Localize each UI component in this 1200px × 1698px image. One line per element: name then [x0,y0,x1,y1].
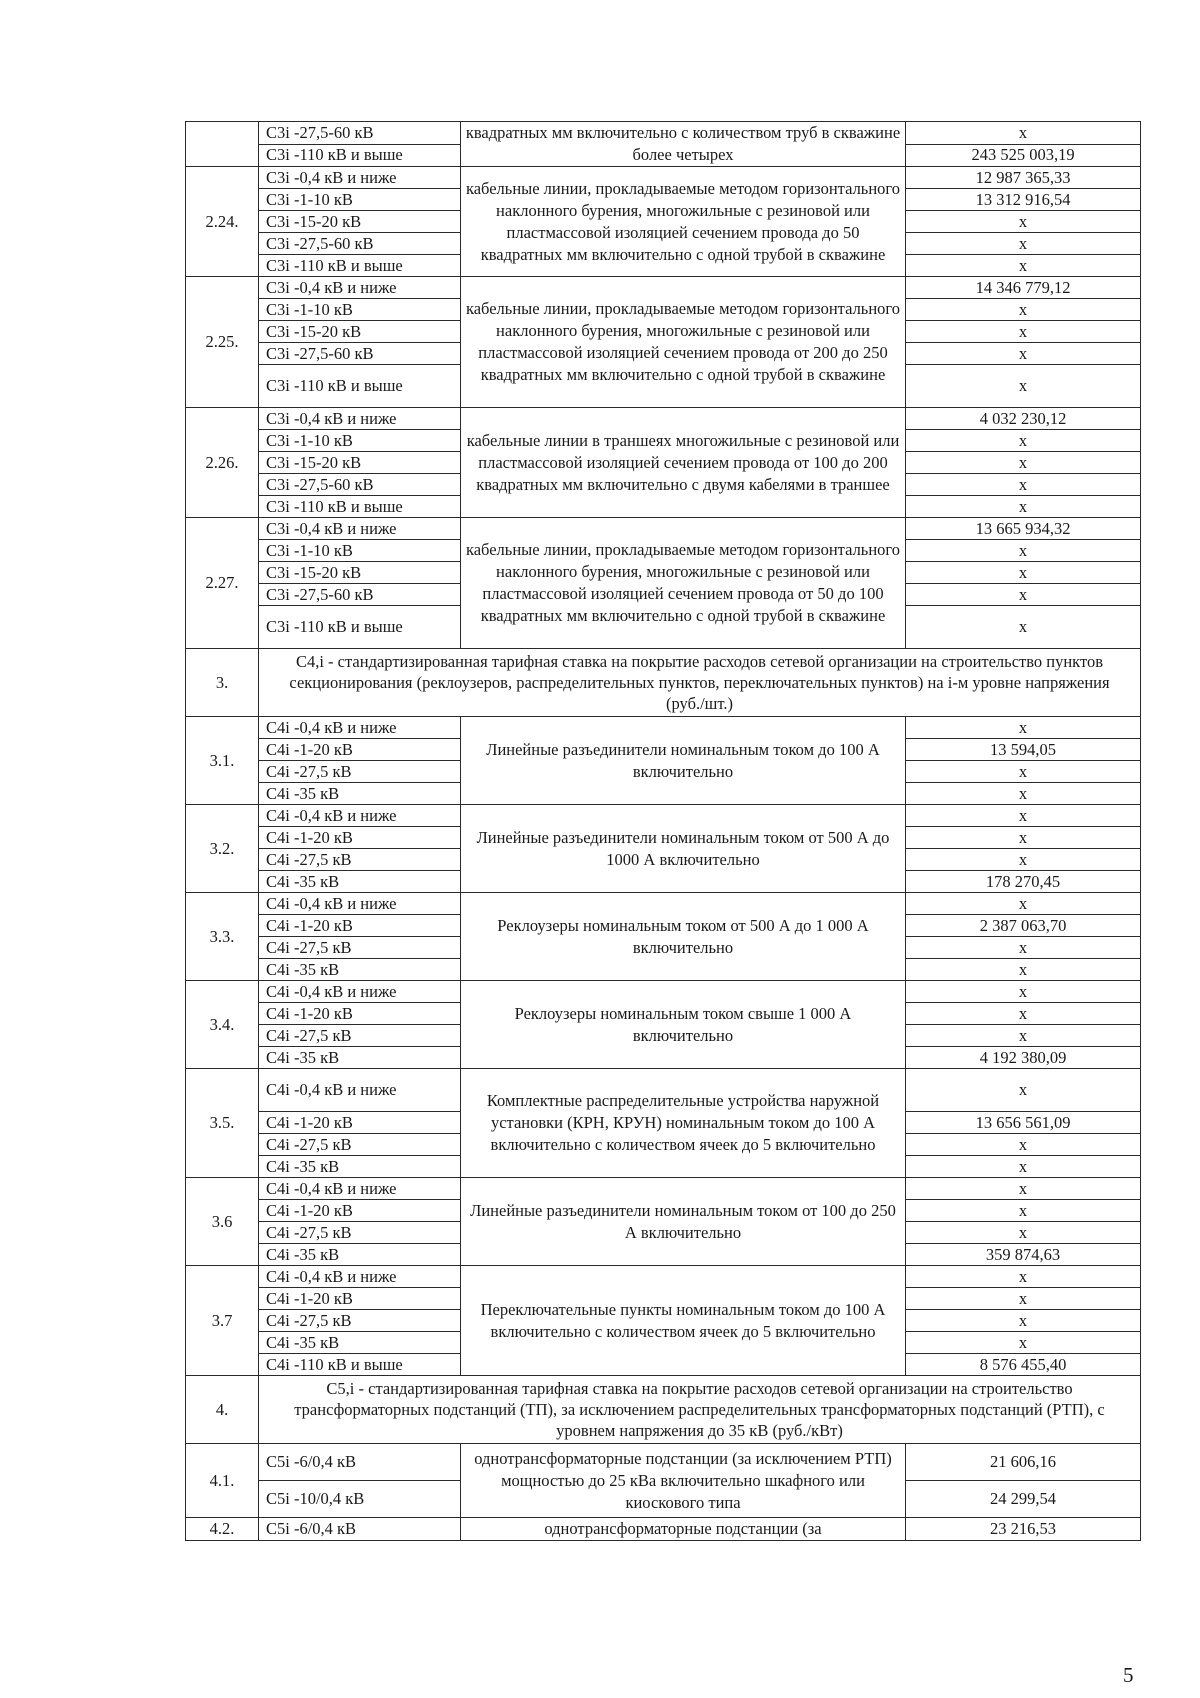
rate-code: С4i -27,5 кВ [259,849,461,871]
item-number: 3.6 [186,1178,259,1266]
rate-value: 359 874,63 [906,1244,1141,1266]
rate-code: С3i -110 кВ и выше [259,496,461,518]
rate-value: х [906,606,1141,649]
rate-value: х [906,365,1141,408]
rate-code: С4i -27,5 кВ [259,1134,461,1156]
rate-value: х [906,1332,1141,1354]
rate-code: С3i -1-10 кВ [259,189,461,211]
rate-code: С3i -27,5-60 кВ [259,474,461,496]
rate-code: С4i -1-20 кВ [259,1003,461,1025]
rate-value: х [906,1288,1141,1310]
rate-code: С4i -35 кВ [259,1047,461,1069]
tariff-table-body [186,122,1141,1541]
page-number: 5 [1123,1663,1134,1687]
rate-value: 13 312 916,54 [906,189,1141,211]
rate-code: С4i -110 кВ и выше [259,1354,461,1376]
item-description: Переключательные пункты номинальным током до 100 А включительно с количеством ячеек до 5 включительно [461,1266,906,1376]
rate-code: С4i -0,4 кВ и ниже [259,717,461,739]
rate-code: С3i -27,5-60 кВ [259,343,461,365]
item-number: 3.3. [186,893,259,981]
rate-value: х [906,211,1141,233]
rate-value: х [906,827,1141,849]
rate-value: х [906,1222,1141,1244]
table-row [186,277,1141,299]
rate-code: С4i -35 кВ [259,1244,461,1266]
item-number: 3.5. [186,1069,259,1178]
rate-value: х [906,981,1141,1003]
rate-code: С3i -1-10 кВ [259,430,461,452]
rate-value: х [906,540,1141,562]
rate-code: С4i -0,4 кВ и ниже [259,805,461,827]
table-row [186,518,1141,540]
item-number: 3.7 [186,1266,259,1376]
rate-value: х [906,1003,1141,1025]
item-description: кабельные линии, прокладываемые методом горизонтального наклонного бурения, многожильные с резиновой или пластмассовой изоляцией сечением провода от 50 до 100 квадратных мм включительно с одной трубой в скважине [461,518,906,649]
rate-value: х [906,321,1141,343]
rate-code: С5i -10/0,4 кВ [259,1481,461,1518]
table-row [186,122,1141,145]
item-number: 3.4. [186,981,259,1069]
item-description: кабельные линии, прокладываемые методом горизонтального наклонного бурения, многожильные с резиновой или пластмассовой изоляцией сечением провода от 200 до 250 квадратных мм включительно с одной трубой в скважине [461,277,906,408]
rate-value: х [906,1025,1141,1047]
item-number [186,122,259,167]
table-row [186,1266,1141,1288]
item-description: кабельные линии, прокладываемые методом горизонтального наклонного бурения, многожильные с резиновой или пластмассовой изоляцией сечением провода до 50 квадратных мм включительно с одной трубой в скважине [461,167,906,277]
rate-code: С5i -6/0,4 кВ [259,1444,461,1481]
item-number: 4.1. [186,1444,259,1518]
rate-code: С3i -110 кВ и выше [259,255,461,277]
rate-code: С3i -110 кВ и выше [259,606,461,649]
section-header-row [186,649,1141,717]
rate-code: С3i -0,4 кВ и ниже [259,518,461,540]
rate-code: С3i -1-10 кВ [259,299,461,321]
rate-value: х [906,299,1141,321]
rate-code: С3i -0,4 кВ и ниже [259,277,461,299]
item-number: 2.25. [186,277,259,408]
rate-value: х [906,959,1141,981]
section-header-row [186,1376,1141,1444]
item-description: Комплектные распределительные устройства наружной установки (КРН, КРУН) номинальным током до 100 А включительно с количеством ячеек до 5 включительно [461,1069,906,1178]
rate-code: С3i -15-20 кВ [259,211,461,233]
rate-code: С4i -27,5 кВ [259,1025,461,1047]
rate-value: х [906,122,1141,145]
rate-value: х [906,761,1141,783]
table-row [186,805,1141,827]
rate-value: 14 346 779,12 [906,277,1141,299]
item-description: Линейные разъединители номинальным током до 100 А включительно [461,717,906,805]
table-row [186,1178,1141,1200]
table-row [186,1444,1141,1481]
rate-value: х [906,805,1141,827]
item-description: Линейные разъединители номинальным током от 100 до 250 А включительно [461,1178,906,1266]
item-description: Реклоузеры номинальным током от 500 А до 1 000 А включительно [461,893,906,981]
rate-value: х [906,474,1141,496]
rate-value: х [906,1310,1141,1332]
rate-code: С4i -35 кВ [259,1156,461,1178]
rate-code: С4i -1-20 кВ [259,1112,461,1134]
rate-value: х [906,452,1141,474]
rate-value: 178 270,45 [906,871,1141,893]
rate-value: 243 525 003,19 [906,144,1141,167]
rate-value: х [906,717,1141,739]
rate-code: С4i -0,4 кВ и ниже [259,1069,461,1112]
rate-value: 13 665 934,32 [906,518,1141,540]
rate-code: С4i -35 кВ [259,783,461,805]
rate-code: С3i -1-10 кВ [259,540,461,562]
table-row [186,717,1141,739]
rate-value: х [906,562,1141,584]
rate-value: х [906,1069,1141,1112]
table-row [186,167,1141,189]
rate-value: 13 656 561,09 [906,1112,1141,1134]
rate-code: С4i -35 кВ [259,1332,461,1354]
rate-value: 8 576 455,40 [906,1354,1141,1376]
rate-value: х [906,1156,1141,1178]
rate-value: х [906,430,1141,452]
rate-code: С4i -0,4 кВ и ниже [259,1266,461,1288]
rate-code: С3i -27,5-60 кВ [259,584,461,606]
rate-code: С3i -110 кВ и выше [259,144,461,167]
table-row [186,408,1141,430]
item-number: 2.27. [186,518,259,649]
section-number: 4. [186,1376,259,1444]
rate-code: С3i -27,5-60 кВ [259,233,461,255]
item-description: Реклоузеры номинальным током свыше 1 000 А включительно [461,981,906,1069]
rate-value: 2 387 063,70 [906,915,1141,937]
rate-code: С3i -110 кВ и выше [259,365,461,408]
rate-code: С5i -6/0,4 кВ [259,1518,461,1541]
rate-value: 4 192 380,09 [906,1047,1141,1069]
tariff-table [185,121,1141,1541]
table-row [186,893,1141,915]
item-description: однотрансформаторные подстанции (за исключением РТП) мощностью до 25 кВа включительно шкафного или киоскового типа [461,1444,906,1518]
rate-value: х [906,343,1141,365]
rate-code: С4i -27,5 кВ [259,1222,461,1244]
item-description: Линейные разъединители номинальным током от 500 А до 1000 А включительно [461,805,906,893]
rate-value: х [906,937,1141,959]
rate-value: 13 594,05 [906,739,1141,761]
rate-value: 4 032 230,12 [906,408,1141,430]
section-header-text: С5,i - стандартизированная тарифная ставка на покрытие расходов сетевой организации на строительство трансформаторных подстанций (ТП), за исключением распределительных трансформаторных подстанций (РТП), с уровнем напряжения до 35 кВ (руб./кВт) [259,1376,1141,1444]
rate-code: С4i -1-20 кВ [259,827,461,849]
rate-value: х [906,1134,1141,1156]
rate-value: х [906,1266,1141,1288]
item-description: кабельные линии в траншеях многожильные с резиновой или пластмассовой изоляцией сечением провода от 100 до 200 квадратных мм включительно с двумя кабелями в траншее [461,408,906,518]
rate-value: 23 216,53 [906,1518,1141,1541]
rate-value: х [906,584,1141,606]
rate-code: С3i -15-20 кВ [259,321,461,343]
item-description: квадратных мм включительно с количеством труб в скважине более четырех [461,122,906,167]
rate-code: С3i -0,4 кВ и ниже [259,408,461,430]
item-number: 4.2. [186,1518,259,1541]
rate-code: С4i -1-20 кВ [259,1288,461,1310]
rate-code: С4i -35 кВ [259,959,461,981]
rate-value: 24 299,54 [906,1481,1141,1518]
rate-value: х [906,255,1141,277]
rate-code: С4i -0,4 кВ и ниже [259,981,461,1003]
rate-value: 21 606,16 [906,1444,1141,1481]
rate-code: С3i -0,4 кВ и ниже [259,167,461,189]
rate-value: х [906,233,1141,255]
item-description: однотрансформаторные подстанции (за [461,1518,906,1541]
section-header-text: С4,i - стандартизированная тарифная ставка на покрытие расходов сетевой организации на строительство пунктов секционирования (реклоузеров, распределительных пунктов, переключательных пунктов) на i-м уровне напряжения (руб./шт.) [259,649,1141,717]
rate-code: С4i -27,5 кВ [259,937,461,959]
rate-code: С4i -1-20 кВ [259,1200,461,1222]
rate-code: С4i -27,5 кВ [259,761,461,783]
rate-value: 12 987 365,33 [906,167,1141,189]
section-number: 3. [186,649,259,717]
table-row [186,1518,1141,1541]
rate-code: С4i -27,5 кВ [259,1310,461,1332]
table-row [186,1069,1141,1112]
rate-code: С3i -15-20 кВ [259,452,461,474]
item-number: 2.26. [186,408,259,518]
item-number: 2.24. [186,167,259,277]
rate-value: х [906,783,1141,805]
item-number: 3.1. [186,717,259,805]
table-row [186,981,1141,1003]
rate-code: С3i -27,5-60 кВ [259,122,461,145]
rate-code: С4i -0,4 кВ и ниже [259,893,461,915]
item-number: 3.2. [186,805,259,893]
rate-code: С4i -1-20 кВ [259,915,461,937]
rate-code: С4i -1-20 кВ [259,739,461,761]
rate-code: С4i -35 кВ [259,871,461,893]
rate-value: х [906,496,1141,518]
rate-code: С3i -15-20 кВ [259,562,461,584]
rate-value: х [906,893,1141,915]
rate-code: С4i -0,4 кВ и ниже [259,1178,461,1200]
rate-value: х [906,849,1141,871]
rate-value: х [906,1178,1141,1200]
rate-value: х [906,1200,1141,1222]
